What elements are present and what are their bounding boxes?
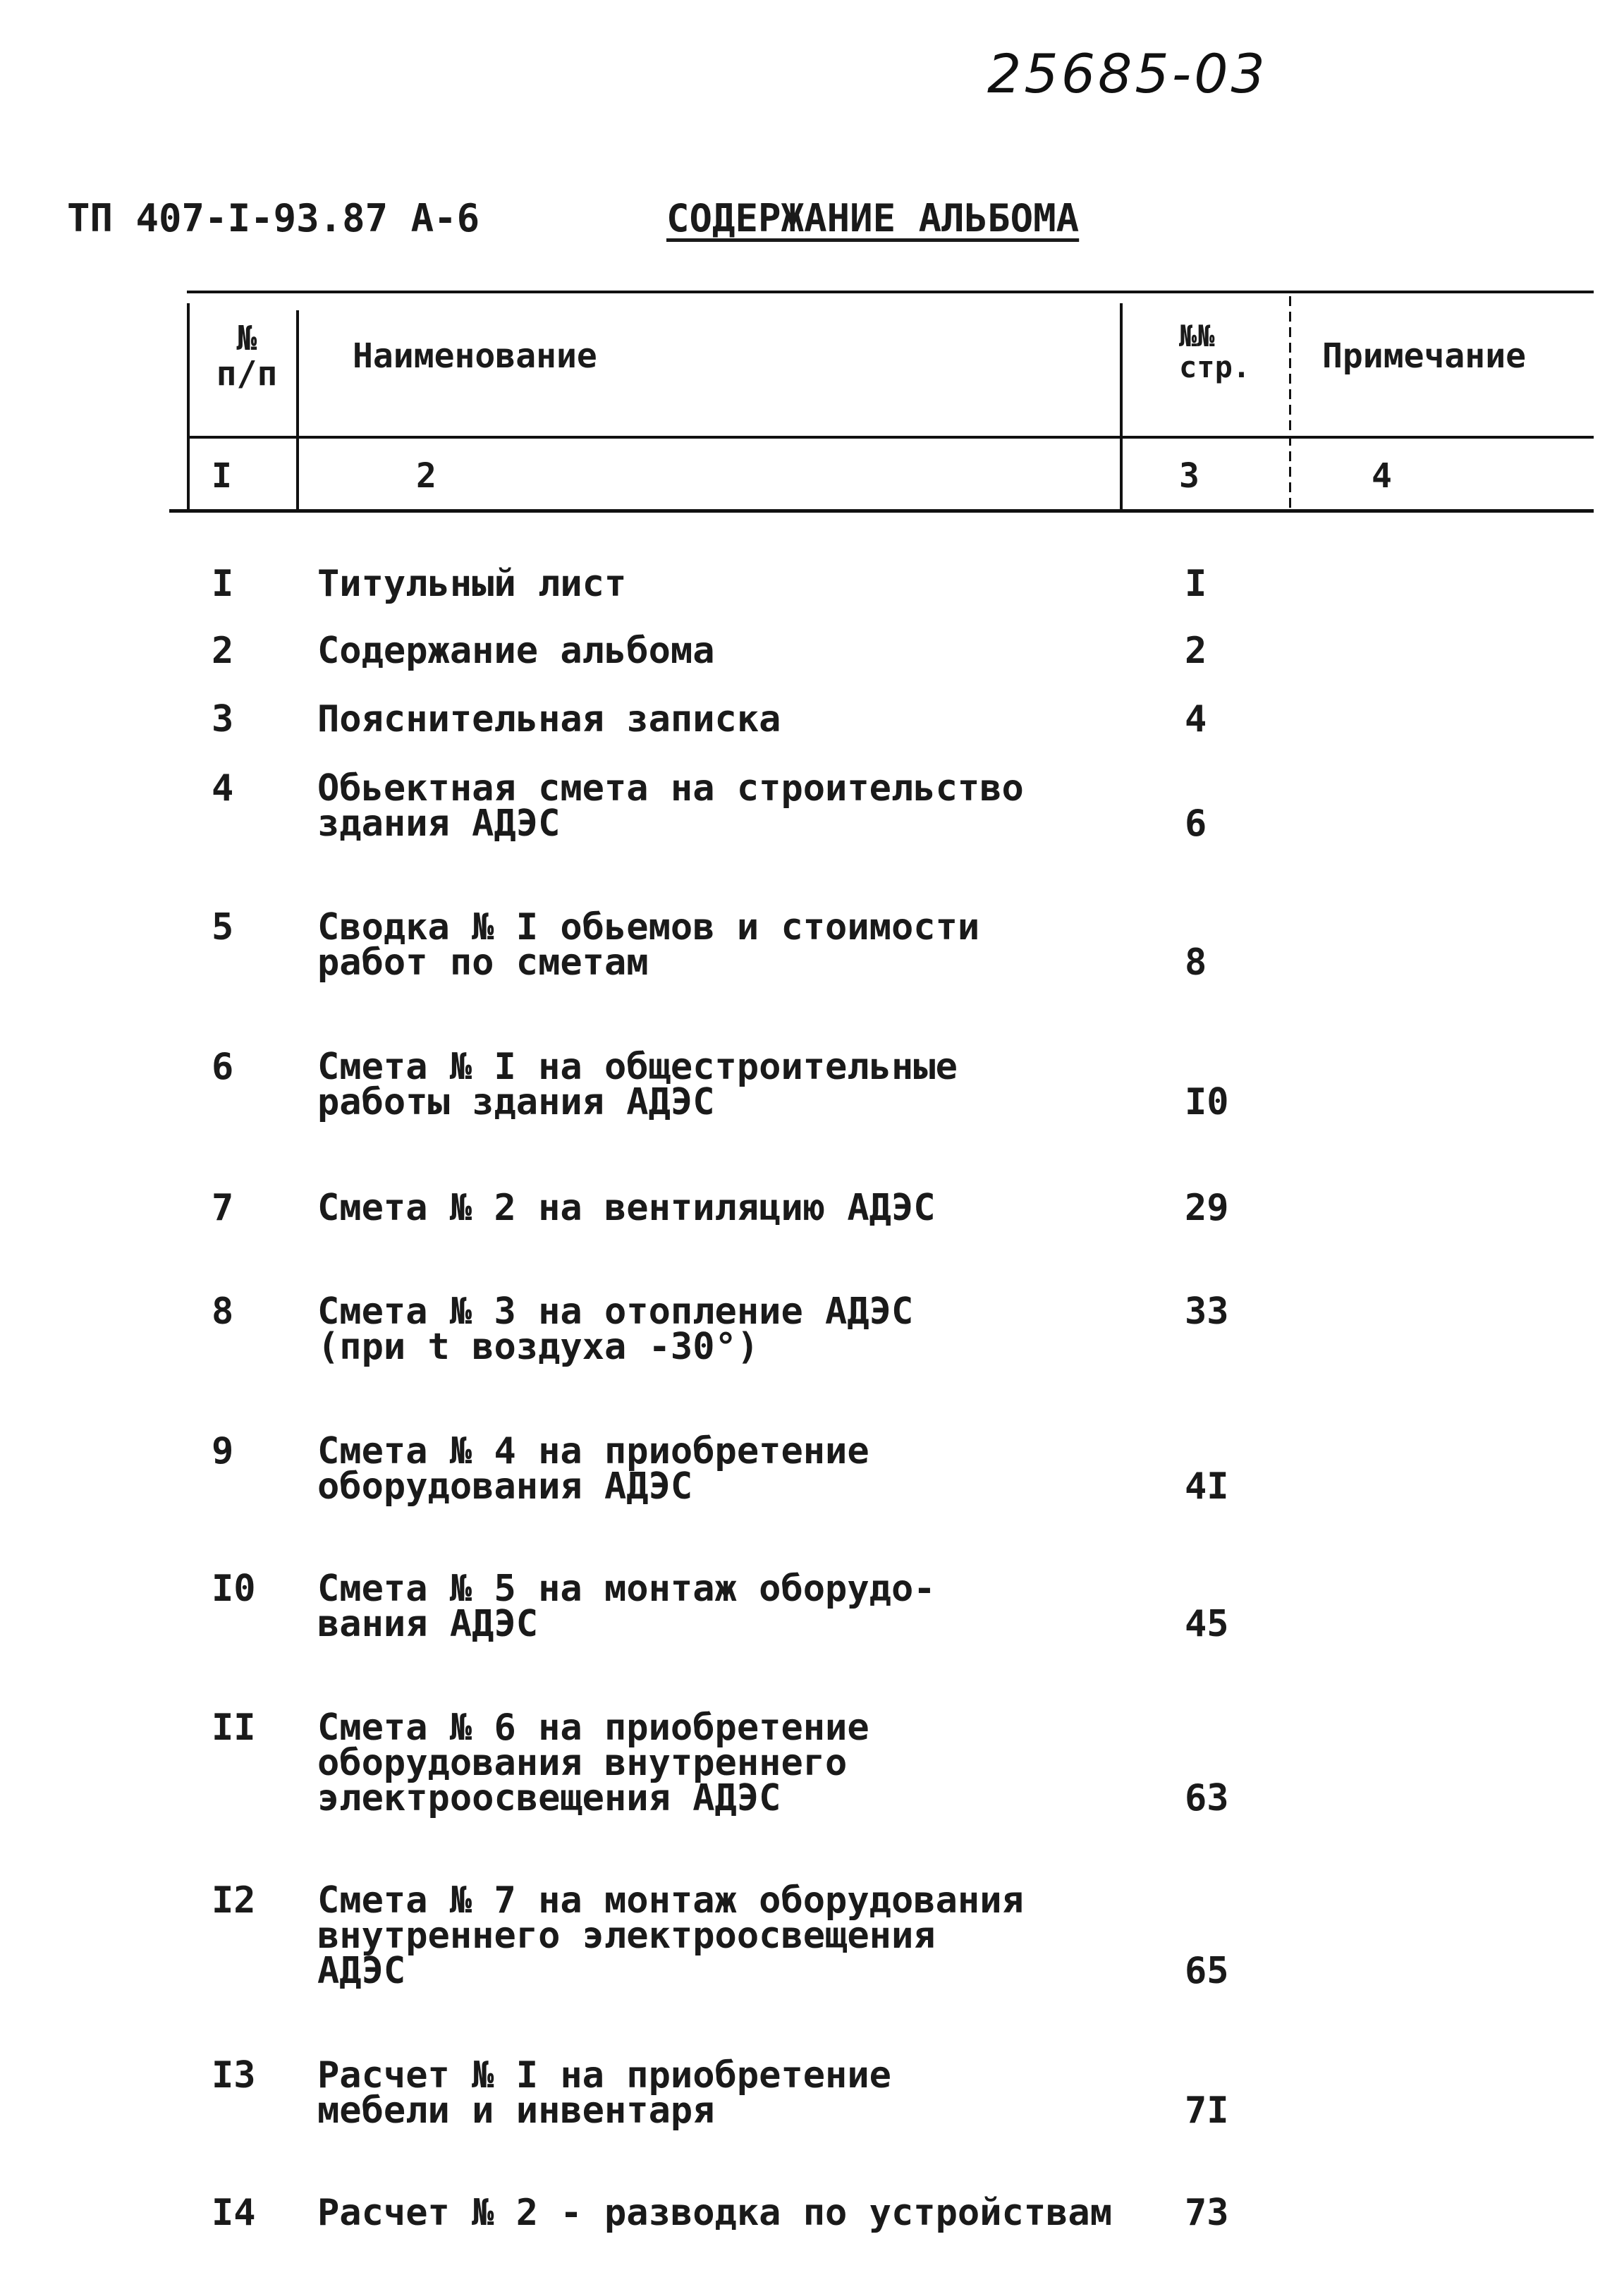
table-top-rule: [187, 291, 1594, 293]
item-number: 9: [212, 1430, 234, 1472]
item-number: 8: [212, 1291, 234, 1333]
item-title: Смета № 4 на приобретение оборудования АДЭС: [317, 1430, 869, 1508]
table-col-border-left: [187, 303, 190, 509]
item-page: 6: [1185, 803, 1207, 845]
item-title: Смета № 5 на монтаж оборудо- вания АДЭС: [317, 1568, 936, 1645]
item-page: 63: [1185, 1777, 1229, 1819]
item-title: Смета № 7 на монтаж оборудования внутреннего электроосвещения АДЭС: [317, 1879, 1024, 1992]
document-code: ТП 407-I-93.87 А-6: [67, 196, 480, 240]
item-page: 8: [1185, 941, 1207, 984]
item-title: Титульный лист: [317, 563, 627, 605]
item-page: 2: [1185, 630, 1207, 672]
item-title: Пояснительная записка: [317, 698, 781, 740]
table-bottom-rule: [169, 509, 1594, 513]
item-number: II: [212, 1707, 256, 1749]
item-page: 33: [1185, 1291, 1229, 1333]
archive-number-stamp: 25685-03: [987, 42, 1268, 105]
item-page: 45: [1185, 1603, 1229, 1645]
item-page: 65: [1185, 1950, 1229, 1992]
item-page: 73: [1185, 2192, 1229, 2234]
item-title: Смета № I на общестроительные работы здания АДЭС: [317, 1046, 958, 1123]
item-page: 4I: [1185, 1465, 1229, 1508]
item-number: 5: [212, 906, 234, 948]
column-header-page: №№ стр.: [1179, 319, 1251, 385]
item-title: Расчет № 2 - разводка по устройствам: [317, 2192, 1113, 2234]
item-number: 3: [212, 698, 234, 740]
item-page: I: [1185, 563, 1207, 605]
item-number: 4: [212, 767, 234, 810]
table-col-border-1: [296, 310, 299, 509]
item-number: I2: [212, 1879, 256, 1922]
item-title: Сводка № I обьемов и стоимости работ по сметам: [317, 906, 980, 984]
item-number: 6: [212, 1046, 234, 1088]
table-col-border-3: [1289, 296, 1291, 509]
column-header-number: № п/п: [216, 319, 278, 394]
column-number-4: 4: [1372, 456, 1392, 496]
item-number: 2: [212, 630, 234, 672]
item-title: Расчет № I на приобретение мебели и инвентаря: [317, 2054, 891, 2132]
column-number-3: 3: [1179, 456, 1199, 496]
column-header-name: Наименование: [353, 336, 597, 376]
item-page: I0: [1185, 1081, 1229, 1123]
page-title: СОДЕРЖАНИЕ АЛЬБОМА: [666, 196, 1080, 240]
item-number: I0: [212, 1568, 256, 1610]
item-number: I4: [212, 2192, 256, 2234]
column-header-note: Примечание: [1322, 336, 1526, 376]
item-number: I3: [212, 2054, 256, 2097]
item-page: 7I: [1185, 2089, 1229, 2132]
item-title: Смета № 2 на вентиляцию АДЭС: [317, 1187, 936, 1229]
item-page: 29: [1185, 1187, 1229, 1229]
item-title: Содержание альбома: [317, 630, 715, 672]
column-number-2: 2: [416, 456, 436, 496]
item-title: Смета № 6 на приобретение оборудования внутреннего электроосвещения АДЭС: [317, 1707, 869, 1819]
item-number: 7: [212, 1187, 234, 1229]
table-col-border-2: [1120, 303, 1123, 509]
item-title: Обьектная смета на строительство здания АДЭС: [317, 767, 1024, 845]
item-number: I: [212, 563, 234, 605]
item-page: 4: [1185, 698, 1207, 740]
column-number-1: I: [212, 456, 232, 496]
item-title: Смета № 3 на отопление АДЭС (при t воздуха -30°): [317, 1291, 914, 1368]
table-header-rule: [187, 436, 1594, 439]
